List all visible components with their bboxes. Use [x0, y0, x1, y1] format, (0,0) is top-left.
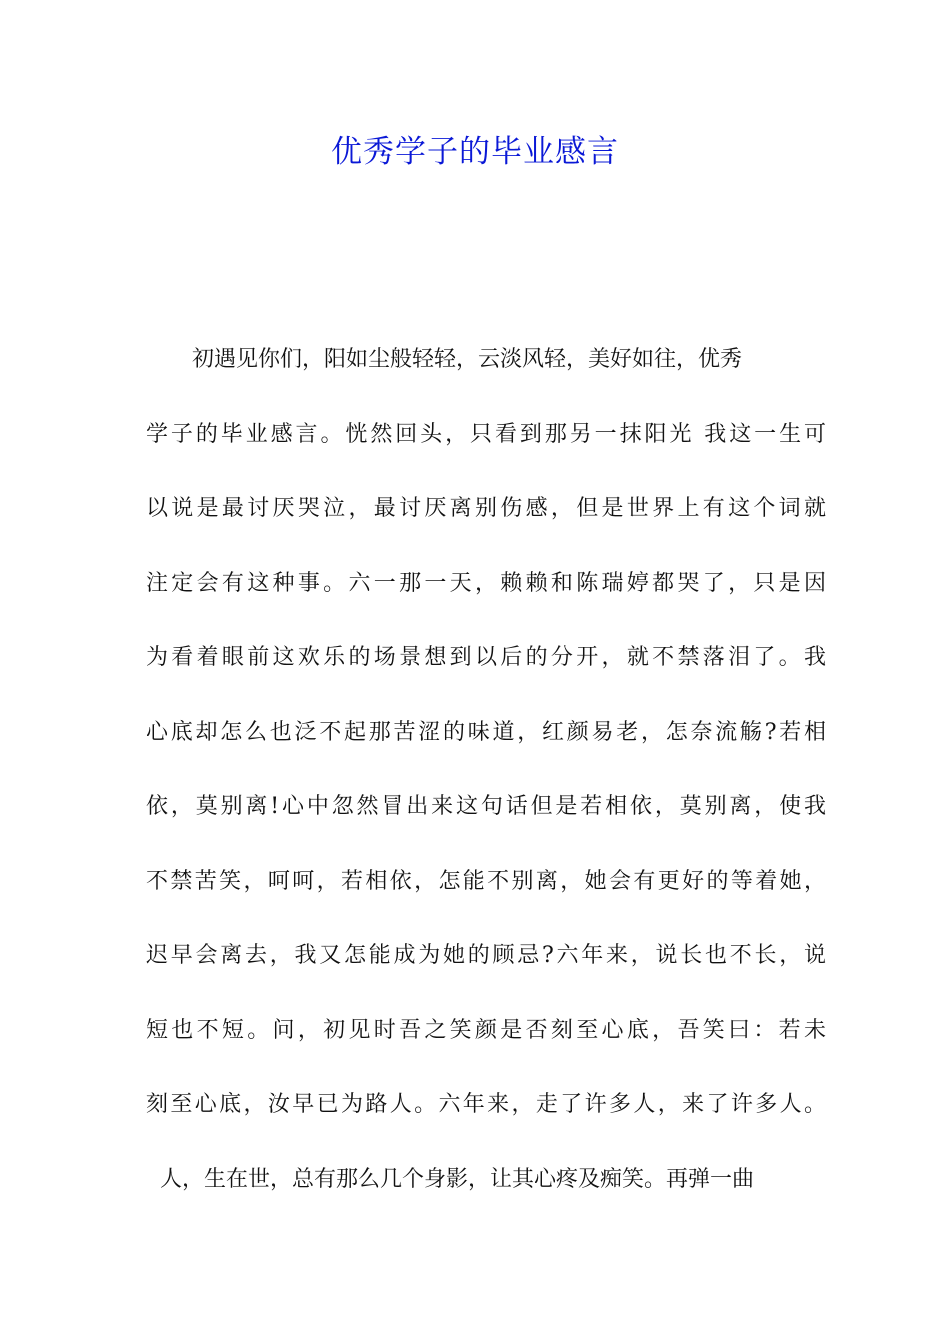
paragraph-line: 以说是最讨厌哭泣，最讨厌离别伤感，但是世界上有这个词就: [146, 496, 826, 521]
paragraph-line: 短也不短。问，初见时吾之笑颜是否刻至心底，吾笑曰：若未: [146, 1017, 826, 1043]
document-title: 优秀学子的毕业感言: [331, 134, 619, 170]
paragraph-line: 依，莫别离!心中忽然冒出来这句话但是若相依，莫别离，使我: [146, 794, 826, 819]
paragraph-line: 不禁苦笑，呵呵，若相依，怎能不别离，她会有更好的等着她，: [146, 868, 826, 894]
document-body: [146, 338, 826, 1232]
paragraph-line: 初遇见你们，阳如尘般轻轻，云淡风轻，美好如往，优秀: [192, 347, 743, 372]
paragraph-line: 学子的毕业感言。恍然回头，只看到那另一抹阳光 我这一生可: [146, 421, 826, 447]
paragraph-line: 迟早会离去，我又怎能成为她的顾忌?六年来，说长也不长，说: [146, 943, 826, 968]
paragraph-line: 注定会有这种事。六一那一天，赖赖和陈瑞婷都哭了，只是因: [146, 570, 826, 596]
paragraph-line: 人，生在世，总有那么几个身影，让其心疼及痴笑。再弹一曲: [160, 1166, 755, 1192]
paragraph-line: 心底却怎么也泛不起那苦涩的味道，红颜易老，怎奈流觞?若相: [146, 719, 826, 745]
paragraph-line: 刻至心底，汝早已为路人。六年来，走了许多人，来了许多人。: [146, 1092, 826, 1117]
paragraph-line: 为看着眼前这欢乐的场景想到以后的分开，就不禁落泪了。我: [146, 645, 826, 670]
